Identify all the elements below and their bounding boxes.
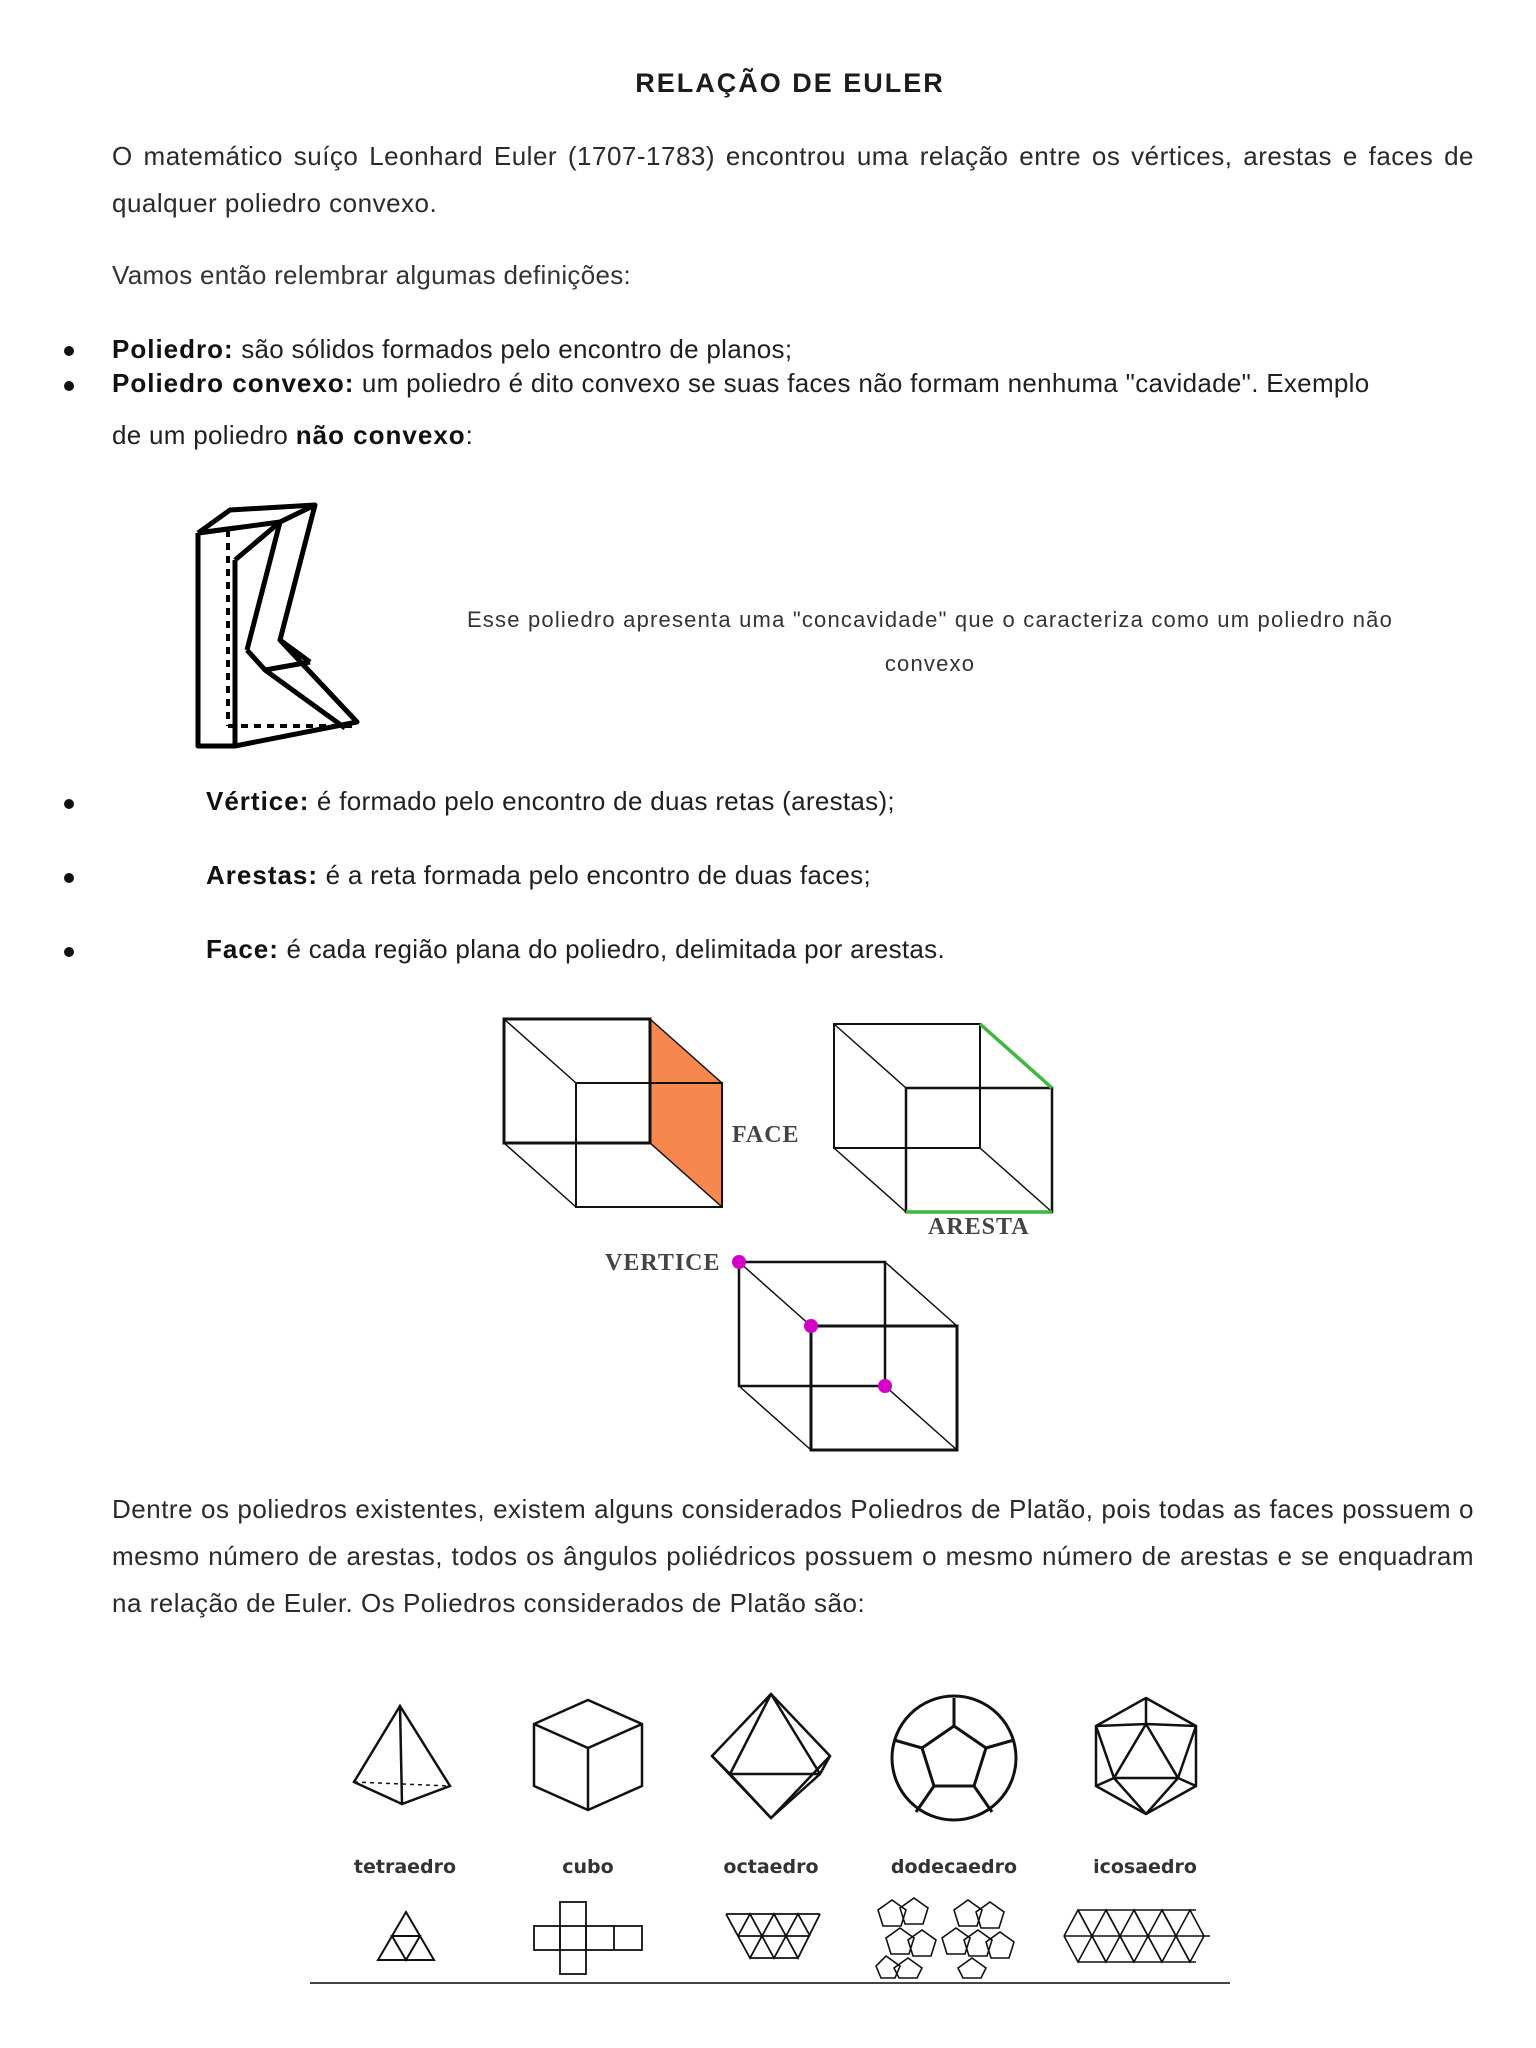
solid-label-octaedro: octaedro — [723, 1856, 819, 1878]
def-term: Poliedro: — [112, 334, 234, 364]
def-term: Face: — [206, 934, 279, 964]
recall-line: Vamos então relembrar algumas definições: — [112, 260, 632, 290]
def-poliedro — [112, 334, 792, 365]
def-emphasis: não convexo — [295, 420, 466, 450]
vertex-marker — [804, 1319, 818, 1333]
highlighted-edge — [980, 1024, 1052, 1088]
def-text: é a reta formada pelo encontro de duas faces; — [318, 860, 871, 890]
nonconvex-polyhedron-figure — [190, 500, 370, 760]
cube-edge-figure — [830, 1020, 1060, 1220]
intro-paragraph: O matemático suíço Leonhard Euler (1707-1783) encontrou uma relação entre os vértices, arestas e faces de qualquer poliedro convexo. — [112, 141, 1474, 218]
octaedro-figure — [708, 1690, 834, 1822]
octaedro-net — [724, 1912, 822, 1962]
bullet-dot — [64, 381, 74, 391]
def-text: são sólidos formados pelo encontro de planos; — [233, 334, 793, 364]
page-title: RELAÇÃO DE EULER — [635, 68, 945, 98]
bullet-dot — [64, 947, 74, 957]
def-text: de um poliedro — [112, 420, 296, 450]
dodecaedro-figure — [886, 1690, 1022, 1824]
vertice-label: VERTICE — [605, 1250, 721, 1276]
dodecaedro-net — [872, 1896, 1022, 1980]
highlighted-face — [650, 1019, 722, 1207]
solid-label-icosaedro: icosaedro — [1093, 1856, 1197, 1878]
nonconvex-caption: Esse poliedro apresenta uma "concavidade" que o caracteriza como um poliedro não convexo — [466, 607, 1394, 676]
def-term: Poliedro convexo: — [112, 368, 355, 398]
def-arestas — [206, 860, 871, 891]
def-text: é formado pelo encontro de duas retas (arestas); — [309, 786, 895, 816]
def-convexo-line2 — [112, 420, 473, 451]
cubo-net — [532, 1900, 644, 1976]
platao-paragraph: Dentre os poliedros existentes, existem alguns considerados Poliedros de Platão, pois todas as faces possuem o mesmo número de arestas, todos os ângulos poliédricos possuem o mesmo número de arestas e se enquadram na relação de Euler. Os Poliedros considerados de Platão são: — [112, 1494, 1474, 1618]
def-text: um poliedro é dito convexo se suas faces não formam nenhuma "cavidade". Exemplo — [354, 368, 1370, 398]
solid-label-tetraedro: tetraedro — [353, 1856, 457, 1878]
def-text: é cada região plana do poliedro, delimitada por arestas. — [278, 934, 945, 964]
vertex-marker — [732, 1255, 746, 1269]
face-label: FACE — [732, 1122, 800, 1148]
def-vertice — [206, 786, 895, 817]
cube-face-figure — [500, 1015, 730, 1215]
def-term: Vértice: — [206, 786, 310, 816]
solid-label-dodecaedro: dodecaedro — [890, 1856, 1018, 1878]
cube-vertex-figure — [735, 1258, 965, 1458]
bullet-dot — [64, 346, 74, 356]
def-face — [206, 934, 945, 965]
solid-label-cubo: cubo — [562, 1856, 614, 1878]
bullet-dot — [64, 873, 74, 883]
def-term: Arestas: — [206, 860, 319, 890]
cubo-figure — [528, 1694, 648, 1814]
tetraedro-figure — [350, 1700, 460, 1810]
def-text: : — [465, 420, 474, 450]
def-convexo — [112, 368, 1482, 399]
icosaedro-figure — [1090, 1694, 1202, 1818]
icosaedro-net — [1062, 1908, 1212, 1964]
bottom-rule — [310, 1982, 1230, 1984]
tetraedro-net — [376, 1910, 436, 1962]
bullet-dot — [64, 799, 74, 809]
aresta-label: ARESTA — [928, 1214, 1030, 1240]
vertex-marker — [878, 1379, 892, 1393]
